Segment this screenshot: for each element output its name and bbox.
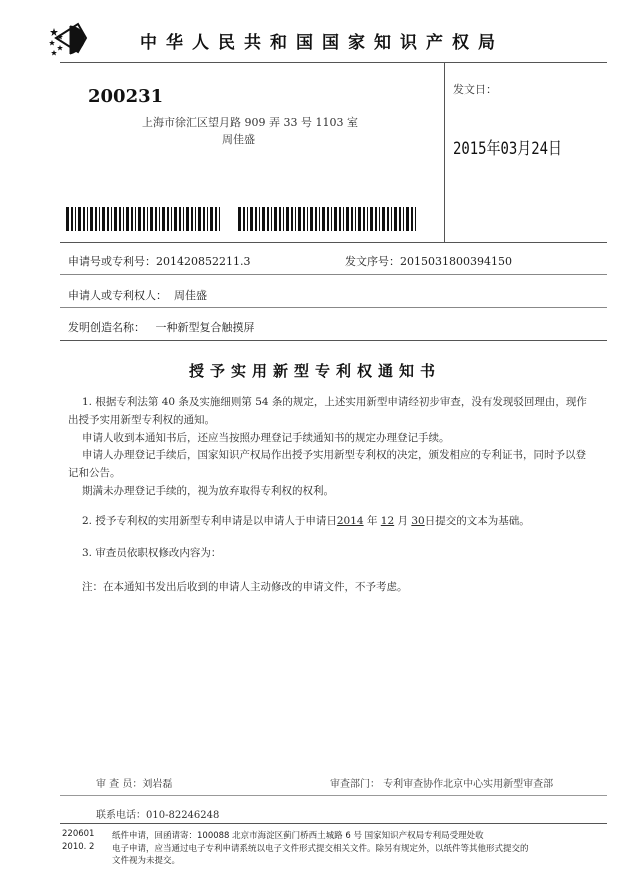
paragraph-6: 3. 审查员依职权修改内容为： [82,547,222,559]
row-rule-2 [60,307,607,308]
top-rule [60,62,607,63]
p5-month-unit: 月 [397,515,408,527]
contact-phone: 联系电话：010-82246248 [96,810,220,821]
paragraph-1: 1. 根据专利法第 40 条及实施细则第 54 条的规定，上述实用新型申请经初步审查，没有发现驳回理由，现作出授予实用新型专利权的通知。 [68,396,587,426]
footer-note-1: 纸件申请，回函请寄：100088 北京市海淀区蓟门桥西土城路 6 号 国家知识产权局专利局受理处收 [112,831,484,841]
paragraph-7: 注：在本通知书发出后收到的申请人主动修改的申请文件，不予考虑。 [82,581,408,593]
paragraph-4: 期满未办理登记手续的，视为放弃取得专利权的权利。 [82,485,334,497]
p5-year-unit: 年 [366,515,378,527]
cnipa-logo-icon [48,18,94,58]
form-code: 220601 [62,829,95,839]
issue-date: 2015年03月24日 [453,139,562,159]
paragraph-5 [68,513,595,531]
p5-month: 12 [380,515,395,527]
app-no-label: 申请号或专利号： [68,255,156,268]
examiner: 审 查 员：刘岩磊 [96,779,173,790]
paragraph-2: 申请人收到本通知书后，还应当按照办理登记手续通知书的规定办理登记手续。 [82,432,450,444]
p5-day: 30 [411,515,425,527]
invention-value: 一种新型复合触摸屏 [155,321,255,334]
applicant-value: 周佳盛 [174,289,207,302]
barcode-left [66,207,222,231]
app-no-row [68,253,250,269]
row-rule-1 [60,274,607,275]
barcode-right [238,207,418,231]
doc-no-label: 发文序号： [345,255,400,268]
footer-note-3: 文件视为未提交。 [112,856,181,866]
postal-code: 200231 [88,86,164,107]
p5-year: 2014 [336,515,364,527]
applicant-label: 申请人或专利权人： [68,289,167,302]
date-divider [444,62,445,242]
invention-label: 发明创造名称： [68,321,145,334]
recipient-name: 周佳盛 [222,133,255,146]
footer-rule-1 [60,795,607,796]
p5-post: 日提交的文本为基础。 [424,515,530,527]
form-date: 2010. 2 [62,842,95,852]
notice-title: 授予实用新型专利权通知书 [188,362,441,380]
header-rule [60,242,607,243]
footer-rule-2 [60,823,607,824]
org-title: 中华人民共和国国家知识产权局 [140,33,504,53]
exam-department: 审查部门： 专利审查协作北京中心实用新型审查部 [330,779,554,790]
footer-note-2: 电子申请，应当通过电子专利申请系统以电子文件形式提交相关文件。除另有规定外，以纸件等其他形式提交的 [112,844,529,854]
p5-pre: 2. 授予专利权的实用新型专利申请是以申请人于申请日 [82,515,337,527]
applicant-row [68,287,207,303]
invention-row [68,319,255,335]
app-no-value: 201420852211.3 [156,255,251,268]
recipient-address: 上海市徐汇区望月路 909 弄 33 号 1103 室 [142,116,358,129]
doc-no-row [345,253,512,269]
row-rule-3 [60,340,607,341]
doc-no-value: 2015031800394150 [400,255,512,268]
paragraph-3: 申请人办理登记手续后，国家知识产权局作出授予实用新型专利权的决定，颁发相应的专利证书，同时予以登记和公告。 [68,449,586,479]
issue-date-label: 发文日： [453,83,497,96]
